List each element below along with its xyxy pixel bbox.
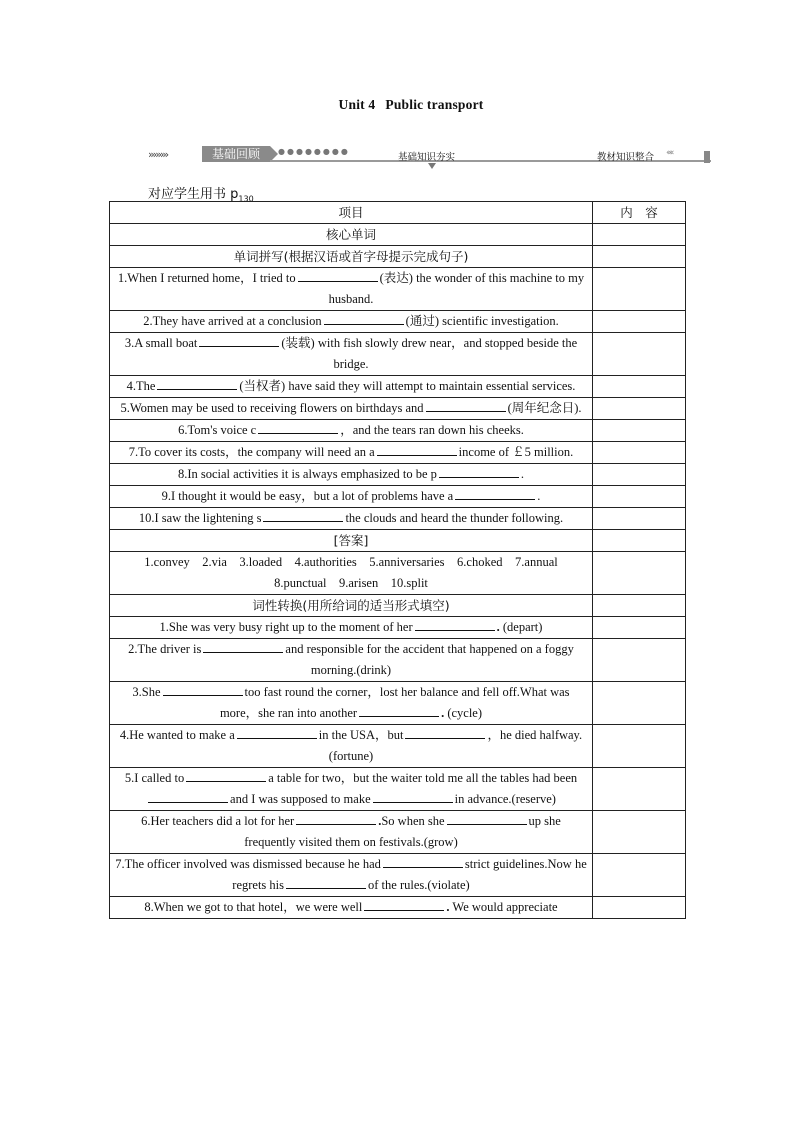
table-row <box>110 639 686 682</box>
answer-cell[interactable] <box>593 486 686 508</box>
answer-blank[interactable] <box>439 464 519 478</box>
table-row <box>110 333 686 376</box>
form-question-6: 6.Her teachers did a lot for her .So when she up she frequently visited them on festivals.(grow) <box>110 811 593 854</box>
question-10: 10.I saw the lightening s the clouds and heard the thunder following. <box>110 508 593 530</box>
answer-key: 1.convey 2.via 3.loaded 4.authorities 5.anniversaries 6.choked 7.annual 8.punctual 9.arisen 10.split <box>110 552 593 595</box>
unit-label: Unit 4 <box>338 97 376 112</box>
answer-cell[interactable] <box>593 639 686 682</box>
question-9: 9.I thought it would be easy，but a lot of problems have a . <box>110 486 593 508</box>
answer-cell[interactable] <box>593 811 686 854</box>
page-title <box>0 97 794 113</box>
question-3: 3.A small boat (装载) with fish slowly drew near，and stopped beside the bridge. <box>110 333 593 376</box>
answer-blank[interactable] <box>373 789 453 803</box>
answer-cell[interactable] <box>593 398 686 420</box>
question-1: 1.When I returned home，I tried to (表达) the wonder of this machine to my husband. <box>110 268 593 311</box>
book-reference-text: 对应学生用书 p <box>148 187 239 202</box>
answer-cell[interactable] <box>593 464 686 486</box>
subsection-word-forms: 词性转换(用所给词的适当形式填空) <box>110 595 593 617</box>
answer-blank[interactable] <box>148 789 228 803</box>
question-2: 2.They have arrived at a conclusion (通过) scientific investigation. <box>110 311 593 333</box>
subsection-spelling: 单词拼写(根据汉语或首字母提示完成句子) <box>110 246 593 268</box>
answer-blank[interactable] <box>324 311 404 325</box>
answer-cell[interactable] <box>593 617 686 639</box>
answer-cell[interactable] <box>593 682 686 725</box>
table-row <box>110 398 686 420</box>
answer-blank[interactable] <box>258 420 338 434</box>
answer-blank[interactable] <box>447 811 527 825</box>
answer-label: [答案] <box>110 530 593 552</box>
table-row <box>110 508 686 530</box>
question-6: 6.Tom's voice c ，and the tears ran down his cheeks. <box>110 420 593 442</box>
table-row <box>110 897 686 919</box>
answer-cell[interactable] <box>593 376 686 398</box>
answer-blank[interactable] <box>199 333 279 347</box>
question-7: 7.To cover its costs，the company will need an a income of ￡5 million. <box>110 442 593 464</box>
form-question-7: 7.The officer involved was dismissed because he had strict guidelines.Now he regrets his of the rules.(violate) <box>110 854 593 897</box>
answer-cell[interactable] <box>593 725 686 768</box>
answer-cell[interactable] <box>593 268 686 311</box>
answer-blank[interactable] <box>415 617 495 631</box>
table-row <box>110 530 686 552</box>
question-4: 4.The (当权者) have said they will attempt to maintain essential services. <box>110 376 593 398</box>
table-row <box>110 486 686 508</box>
table-row <box>110 725 686 768</box>
answer-cell[interactable] <box>593 508 686 530</box>
table-row <box>110 682 686 725</box>
answer-blank[interactable] <box>163 682 243 696</box>
answer-cell[interactable] <box>593 854 686 897</box>
banner-right-label: 教材知识整合 <box>597 152 655 163</box>
banner-end-bar <box>704 151 710 163</box>
table-row <box>110 552 686 595</box>
answer-blank[interactable] <box>186 768 266 782</box>
banner-middle-label: 基础知识夯实 <box>398 152 456 163</box>
answer-cell[interactable] <box>593 420 686 442</box>
chevrons-right-icon: ›››››››› <box>148 148 168 161</box>
section-core-words: 核心单词 <box>110 224 593 246</box>
table-row <box>110 224 686 246</box>
answer-cell[interactable] <box>593 442 686 464</box>
table-row <box>110 464 686 486</box>
answer-cell[interactable] <box>593 333 686 376</box>
form-question-8: 8.When we got to that hotel，we were well . We would appreciate <box>110 897 593 919</box>
answer-blank[interactable] <box>426 398 506 412</box>
table-row <box>110 420 686 442</box>
table-row <box>110 811 686 854</box>
table-row <box>110 268 686 311</box>
answer-blank[interactable] <box>237 725 317 739</box>
table-row <box>110 854 686 897</box>
question-8: 8.In social activities it is always emphasized to be p . <box>110 464 593 486</box>
table-row <box>110 768 686 811</box>
answer-blank[interactable] <box>296 811 376 825</box>
dots-icon: ●●●●●●●● <box>278 147 350 156</box>
book-reference-page: 130 <box>238 194 254 204</box>
answer-cell[interactable] <box>593 311 686 333</box>
triangle-down-icon <box>428 163 436 169</box>
answer-blank[interactable] <box>263 508 343 522</box>
form-question-2: 2.The driver is and responsible for the accident that happened on a foggy morning.(drink) <box>110 639 593 682</box>
answer-blank[interactable] <box>377 442 457 456</box>
answer-blank[interactable] <box>383 854 463 868</box>
form-question-4: 4.He wanted to make a in the USA，but ，he died halfway.(fortune) <box>110 725 593 768</box>
table-row <box>110 442 686 464</box>
table-row <box>110 376 686 398</box>
table-row <box>110 311 686 333</box>
answer-blank[interactable] <box>298 268 378 282</box>
table-header-row <box>110 202 686 224</box>
answer-blank[interactable] <box>455 486 535 500</box>
table-row <box>110 595 686 617</box>
answer-cell[interactable] <box>593 897 686 919</box>
answer-blank[interactable] <box>157 376 237 390</box>
exercise-table <box>109 201 686 919</box>
answer-blank[interactable] <box>405 725 485 739</box>
chevrons-left-icon: ‹‹‹‹ <box>666 148 673 158</box>
banner-tag: 基础回顾 <box>202 146 270 162</box>
question-5: 5.Women may be used to receiving flowers on birthdays and (周年纪念日). <box>110 398 593 420</box>
table-row <box>110 617 686 639</box>
header-item: 项目 <box>110 202 593 224</box>
header-content: 内 容 <box>593 202 686 224</box>
answer-blank[interactable] <box>359 703 439 717</box>
form-question-3: 3.She too fast round the corner，lost her balance and fell off.What was more，she ran into another . (cycle) <box>110 682 593 725</box>
form-question-1: 1.She was very busy right up to the moment of her . (depart) <box>110 617 593 639</box>
answer-cell[interactable] <box>593 768 686 811</box>
answer-blank[interactable] <box>203 639 283 653</box>
form-question-5: 5.I called to a table for two，but the waiter told me all the tables had beenand I was supposed to make in advance.(reserve) <box>110 768 593 811</box>
answer-blank[interactable] <box>286 875 366 889</box>
answer-blank[interactable] <box>364 897 444 911</box>
section-banner <box>148 145 711 171</box>
table-row <box>110 246 686 268</box>
unit-topic: Public transport <box>385 97 484 112</box>
